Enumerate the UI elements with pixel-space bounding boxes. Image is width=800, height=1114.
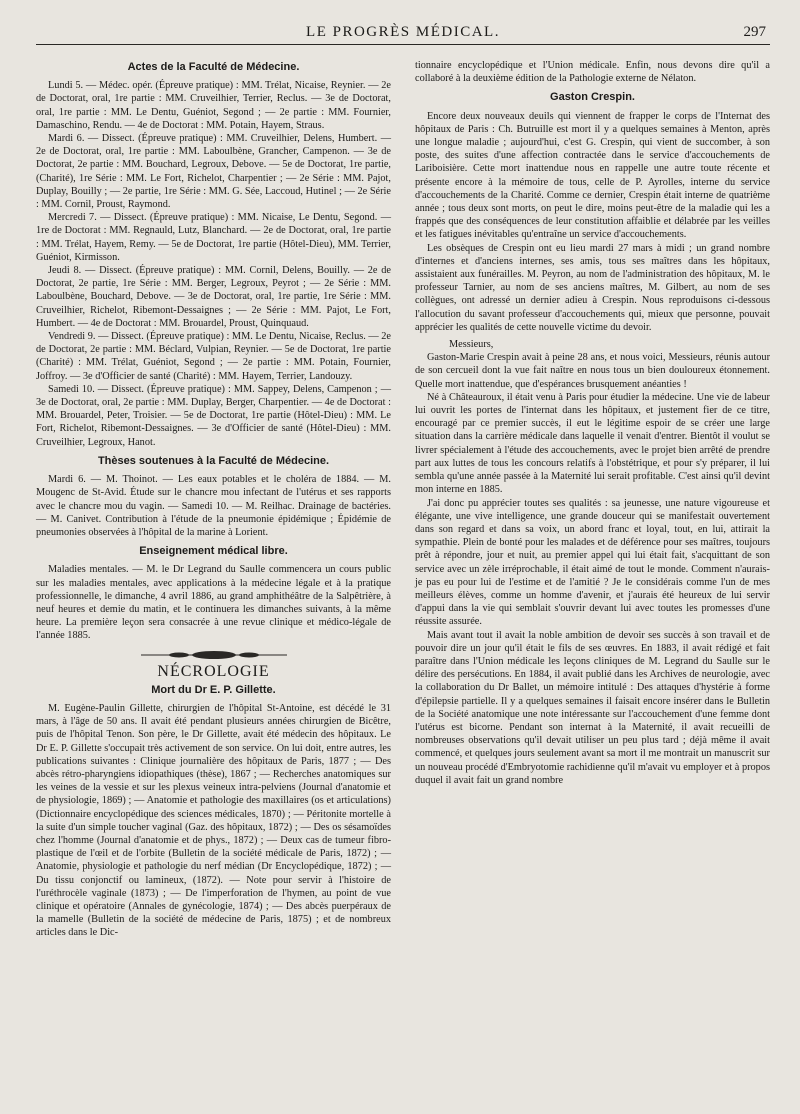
actes-lundi: Lundi 5. — Médec. opér. (Épreuve pratique) : MM. Trélat, Nicaise, Reynier. — 2e de Doctorat, oral, 1re partie : MM. Cruveilhier, Terrier, Reclus. — 3e de Doctorat, oral, 1re partie : MM. Le Dentu, Guéniot, Segond ; — 2e partie : MM. Fournier, Damaschino, Rendu. — 4e de Doctorat : MM. Potain, Hayem, Straus. (36, 80, 391, 131)
speech-paragraph-4: Mais avant tout il avait la noble ambition de devoir ses succès à son travail et de pouvoir dire un jour qu'il était le fils de ses œuvres. En 1883, il avait rédigé et fait paraître dans l'Union médicale les leçons cliniques de M. Legrand du Saulle sur le délire des persécutions. En 1884, il avait publié dans les Archives de neurologie, avec la collaboration du Dr Ballet, un mémoire intitulé : Des attaques d'hystérie à forme d'épilepsie partielle. Il y a quelques semaines il faisait encore insérer dans le Bulletin de la Société anatomique une note intéressante sur l'accouchement d'une femme dont l'utérus est bicorne. Pendant son internat à la Maternité, il avait recueilli de nombreuses observations qu'il devait utiliser un peu plus tard ; déjà même il avait commencé, et quelques jours seulement avant sa mort il me montrait un manuscrit sur un nouveau procédé d'Embryotomie rachidienne qu'il m'avait vu employer et à propos duquel il avait fait un grand nombre (415, 629, 770, 786)
page-number: 297 (743, 24, 766, 40)
enseignement-heading: Enseignement médical libre. (139, 545, 288, 558)
page-header (36, 22, 770, 45)
crespin-paragraph-1: Encore deux nouveaux deuils qui viennent de frapper le corps de l'Internat des hôpitaux de Paris : Ch. Butruille est mort il y a quelques semaines à Menton, après une longue maladie ; aujourd'hui, c'est G. Crespin, qui vient de succomber, à son poste, des suites d'une affection contractée dans le service d'accouchements de Lariboisière. Cette mort inattendue nous en rappelle une autre toute récente et présente encore à la mémoire de tous, celle de P. Ayrolles, interne du service d'accouchements de la Charité. Comme ce dernier, Crespin était interne de quatrième année ; tous deux sont morts, on peut le dire, moins peut-être de la maladie qui les a frappés que des conséquences de leur constitution affaiblie et délabrée par les veilles et les fatigues inévitables qu'entraîne un service d'accouchements. (415, 110, 770, 241)
gillette-paragraph: M. Eugène-Paulin Gillette, chirurgien de l'hôpital St-Antoine, est décédé le 31 mars, à l'âge de 50 ans. Il avait été pendant plusieurs années chirurgien de Bicêtre, puis de l'hôpital Tenon. Son père, le Dr Gillette, avait été médecin des hôpitaux. Le Dr E. P. Gillette s'occupait très activement de son service. On lui doit, entre autres, les publications suivantes : Clinique journalière des hôpitaux de Paris, 1877 ; — Des abcès rétro-pharyngiens idiopathiques (thèse), 1867 ; — Recherches anatomiques sur les veines de la vessie et sur les plexus veineux intra-pelviens (Journal d'anatomie et de physiologie, 1869) ; — Anatomie et pathologie des maxillaires (os et articulations) (Dictionnaire encyclopédique des sciences médicales, 1870) ; — Péritonite mortelle à la suite d'un simple toucher vaginal (Gaz. des hôpitaux, 1872) ; — Des os sésamoïdes chez l'homme (Journal d'anatomie et de phys., 1872) ; — Deux cas de tumeur fibro-plastique de l'œil et de l'orbite (Bulletin de la société médicale de Paris, 1872) ; — Anatomie, physiologie et pathologie du nerf médian (Dr Encyclopédique, 1872) ; — Du tissu conjonctif ou lamineux, (1872). — Note pour servir à l'histoire de l'uréthrocèle vaginale (1873) ; — De l'imperforation de l'hymen, au point de vue clinique et opératoire (Annales de gynécologie, 1874) ; — Des abcès puerpéraux de la mamelle (Bulletin de la société de médecine de Paris, 1875) ; et de nombreux articles dans le Dic- (36, 702, 391, 939)
left-column (36, 59, 391, 940)
journal-title: LE PROGRÈS MÉDICAL. (306, 24, 500, 40)
speech-paragraph-3: J'ai donc pu apprécier toutes ses qualités : sa jeunesse, une nature vigoureuse et élégante, une vive intelligence, une grande douceur qui se manifestait ouvertement dans son regard et dans sa voix, un abord franc et loyal, tout, en lui, attirait la sympathie. Plein de bonté pour les malades et de déférence pour ses maîtres, toujours prêt à répondre, jour et nuit, au premier appel qui lui était fait, s'acquittant de son service avec un zèle irréprochable, il était aimé de tout le monde. Comment n'aurais-je pas eu pour lui de l'estime et de l'amitié ? Je le considérais comme l'un de mes meilleurs élèves, comme un homme d'avenir, et j'aurais été heureux de lui servir d'appui dans la vie qui semblait s'ouvrir devant lui avec toutes les promesses d'une réussite assurée. (415, 497, 770, 628)
speech-salutation: Messieurs, (449, 339, 494, 351)
speech-paragraph-2: Né à Châteauroux, il était venu à Paris pour étudier la médecine. Une vie de labeur lui ouvrit les portes de l'internat dans les hôpitaux, et justement fier de ce titre, encouragé par ce premier succès, il eut le légitime espoir de se créer une large situation dans la carrière médicale dans laquelle il venait d'entrer. Bientôt il voulut se livrer spécialement à l'étude des accouchements, avec le projet bien arrêté de prendre part aux luttes de tous les concours relatifs à l'obstétrique, et pour s'y préparer, il lui sembla qu'une année passée à la Maternité lui serait profitable. C'est ainsi qu'il devint mon interne en 1885. (415, 391, 770, 496)
right-column (415, 59, 770, 940)
mort-gillette-heading: Mort du Dr E. P. Gillette. (151, 683, 276, 696)
theses-paragraph: Mardi 6. — M. Thoinot. — Les eaux potables et le choléra de 1884. — M. Mougenc de St-Avid. Étude sur le chancre mou infectant de l'utérus et ses rapports avec le chancre mou du vagin. — Samedi 10. — M. Reilhac. Drainage de bactéries. — M. Canivet. Contribution à l'étude de la pneumonie épidémique ; Épidémie de pneumonies observées à l'hôpital de la marine à Lorient. (36, 474, 391, 538)
ornament-divider (36, 649, 391, 663)
actes-heading: Actes de la Faculté de Médecine. (127, 61, 300, 73)
actes-vendredi: Vendredi 9. — Dissect. (Épreuve pratique) : MM. Le Dentu, Nicaise, Reclus. — 2e de Doctorat, 2e partie : MM. Béclard, Vulpian, Reynier. — 5e de Doctorat, 1re partie (Charité) : MM. Trélat, Guéniot, Segond ; — 2e partie : MM. Potain, Fournier, Joffroy. — 3e d'Officier de santé (Charité) : MM. Hayem, Terrier, Landouzy. (36, 331, 391, 382)
gillette-continuation: tionnaire encyclopédique et l'Union médicale. Enfin, nous devons dire qu'il a collaboré à la deuxième édition de la Pathologie externe de Nélaton. (415, 60, 770, 85)
actes-mardi: Mardi 6. — Dissect. (Épreuve pratique) : MM. Cruveilhier, Delens, Humbert. — 2e de Doctorat, oral, 1re partie : MM. Laboulbène, Grancher, Campenon. — 3e de Doctorat, 2e partie : MM. Bouchard, Legroux, Debove. — 5e de Doctorat, 1re partie, (Charité), 1re Série : MM. Le Fort, Richelot, Charpentier ; — 2e Série : MM. Pajot, Duplay, Bouilly ; — 2e partie, 1re Série : MM. G. Sée, Laccoud, Hutinel ; — 2e Série : MM. Cornil, Proust, Raymond. (36, 133, 391, 211)
crespin-heading: Gaston Crespin. (550, 91, 635, 104)
theses-heading: Thèses soutenues à la Faculté de Médecine. (97, 454, 330, 467)
speech-paragraph-1: Gaston-Marie Crespin avait à peine 28 ans, et nous voici, Messieurs, réunis autour de son cercueil dont la vue fait naître en nous tous un bien douloureux étonnement. Quelle mort inattendue, que d'espérances brusquement anéanties ! (415, 352, 770, 390)
actes-samedi: Samedi 10. — Dissect. (Épreuve pratique) : MM. Sappey, Delens, Campenon ; — 3e de Doctorat, oral, 2e partie : MM. Duplay, Berger, Charpentier. — 4e de Doctorat : MM. Brouardel, Peter, Troisier. — 5e de Doctorat, 1re partie (Hôtel-Dieu) : MM. Le Fort, Richelot, Ribemont-Dessaignes. — 3e d'Officier de santé (Hôtel-Dieu) : MM. Cruveilhier, Legroux, Hanot. (36, 383, 391, 448)
necrologie-heading: NÉCROLOGIE (157, 662, 270, 680)
actes-mercredi: Mercredi 7. — Dissect. (Épreuve pratique) : MM. Nicaise, Le Dentu, Segond. — 1re de Doctorat : MM. Regnauld, Lutz, Blanchard. — 2e de Doctorat, oral, 1re partie : MM. Trélat, Hayem, Remy. — 5e de Doctorat, 1re partie (Hôtel-Dieu), MM. Terrier, Guéniot, Kirmisson. (36, 212, 391, 263)
actes-jeudi: Jeudi 8. — Dissect. (Épreuve pratique) : MM. Cornil, Delens, Bouilly. — 2e de Doctorat, 2e partie, 1re Série : MM. Berger, Legroux, Peyrot ; — 2e Série : MM. Laboulbène, Bouchard, Debove. — 3e de Doctorat, oral, 1re partie, 1re Série : MM. Cruveilhier, Richelot, Ribemont-Dessaignes ; — 2e Série : MM. Pajot, Le Fort, Humbert. — 4e de Doctorat : MM. Brouardel, Proust, Quinquaud. (36, 265, 391, 329)
two-column-body (36, 59, 770, 940)
enseignement-paragraph: Maladies mentales. — M. le Dr Legrand du Saulle commencera un cours public sur les maladies mentales, avec applications à la médecine légale et à la pratique professionnelle, le dimanche, 4 avril 1886, au grand amphithéâtre de la Salpêtrière, à neuf heures et demie du matin, et le continuera les dimanches suivants, à la même heure. La première leçon sera consacrée à une revue clinique et médico-légale de l'année 1885. (36, 564, 391, 642)
crespin-paragraph-2: Les obsèques de Crespin ont eu lieu mardi 27 mars à midi ; un grand nombre d'internes et d'anciens internes, ses amis, tous ses maîtres dans les hôpitaux, assistaient aux funérailles. M. Peyron, au nom de l'administration des hôpitaux, M. le professeur Tarnier, au nom de ses anciens maîtres, M. Gilbert, au nom de ses collègues, ont adressé un dernier adieu à Crespin. Nous reproduisons ci-dessous l'allocution du savant professeur d'accouchements qui, mieux que personne, pouvait apprécier les qualités de cette nouvelle victime du devoir. (415, 242, 770, 333)
